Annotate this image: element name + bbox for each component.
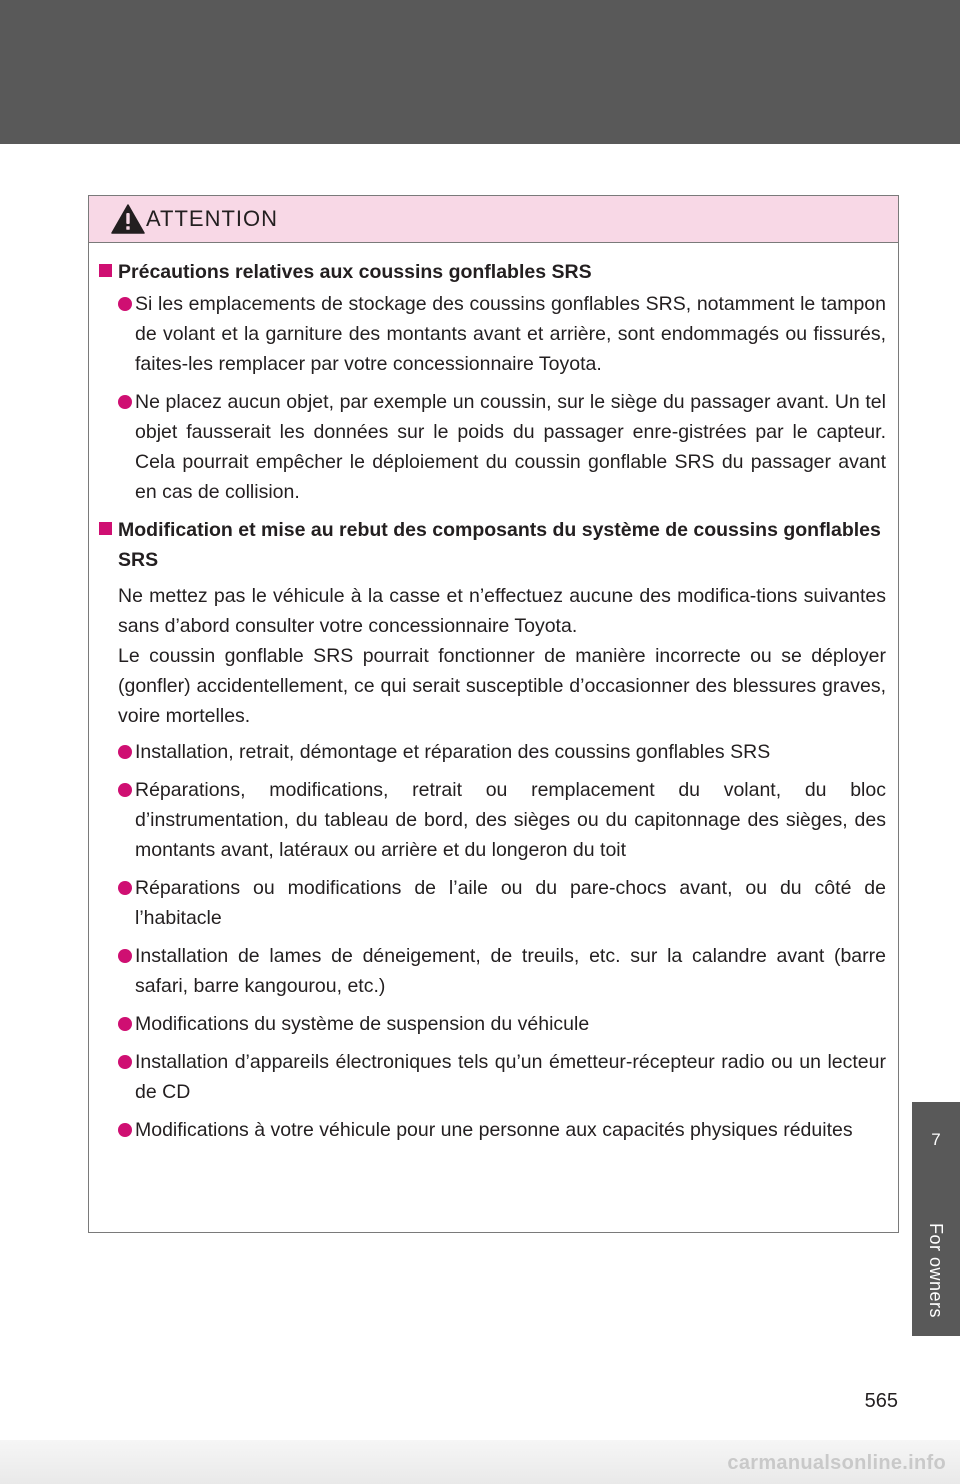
- list-item: Installation, retrait, démontage et réparation des coussins gonflables SRS: [99, 737, 886, 767]
- watermark-text: carmanualsonline.info: [727, 1452, 946, 1474]
- top-band: [0, 0, 960, 144]
- paragraph: Le coussin gonflable SRS pourrait fonctionner de manière incorrecte ou se déployer (gonfler) accidentellement, ce qui serait susceptible d’occasionner des blessures graves, voire mortelles.: [118, 645, 886, 727]
- section-title: Précautions relatives aux coussins gonflables SRS: [99, 257, 886, 287]
- bullet-dot-icon: [118, 881, 132, 895]
- list-item: Ne placez aucun objet, par exemple un coussin, sur le siège du passager avant. Un tel objet fausserait les données sur le poids du passager enre-gistrées par le capteur. Cela pourrait empêcher le déploiement du coussin gonflable SRS du passager avant en cas de collision.: [99, 387, 886, 507]
- attention-body: [89, 243, 898, 1145]
- watermark-bar: [0, 1440, 960, 1484]
- square-bullet-icon: [99, 522, 112, 535]
- list-item: Réparations, modifications, retrait ou remplacement du volant, du bloc d’instrumentation, du tableau de bord, des sièges ou du capitonnage des sièges, des montants avant, latéraux ou arrière et du longeron du toit: [99, 775, 886, 865]
- list-item: Modifications à votre véhicule pour une personne aux capacités physiques réduites: [99, 1115, 886, 1145]
- chapter-label: For owners: [926, 1222, 947, 1318]
- bullet-dot-icon: [118, 1055, 132, 1069]
- list-item: Installation d’appareils électroniques tels qu’un émetteur-récepteur radio ou un lecteur de CD: [99, 1047, 886, 1107]
- page-number: 565: [864, 1390, 898, 1412]
- chapter-number: 7: [931, 1130, 941, 1149]
- bullet-dot-icon: [118, 1123, 132, 1137]
- list-item: Réparations ou modifications de l’aile ou du pare-chocs avant, ou du côté de l’habitacle: [99, 873, 886, 933]
- paragraph: Ne mettez pas le véhicule à la casse et n’effectuez aucune des modifica-tions suivantes sans d’abord consulter votre concessionnaire Toyota.: [118, 585, 886, 637]
- bullet-dot-icon: [118, 783, 132, 797]
- list-item: Installation de lames de déneigement, de treuils, etc. sur la calandre avant (barre safari, barre kangourou, etc.): [99, 941, 886, 1001]
- bullet-dot-icon: [118, 949, 132, 963]
- warning-triangle-icon: [111, 204, 145, 234]
- list-item: Si les emplacements de stockage des coussins gonflables SRS, notamment le tampon de volant et la garniture des montants avant et arrière, sont endommagés ou fissurés, faites-les remplacer par votre concessionnaire Toyota.: [99, 289, 886, 379]
- attention-box: [88, 195, 899, 1233]
- bullet-dot-icon: [118, 1017, 132, 1031]
- bullet-dot-icon: [118, 745, 132, 759]
- bullet-dot-icon: [118, 297, 132, 311]
- bullet-dot-icon: [118, 395, 132, 409]
- list-item: Modifications du système de suspension du véhicule: [99, 1009, 886, 1039]
- square-bullet-icon: [99, 264, 112, 277]
- section-title: Modification et mise au rebut des composants du système de coussins gonflables SRS: [99, 515, 886, 575]
- attention-header: [89, 196, 898, 243]
- attention-title: ATTENTION: [146, 206, 279, 231]
